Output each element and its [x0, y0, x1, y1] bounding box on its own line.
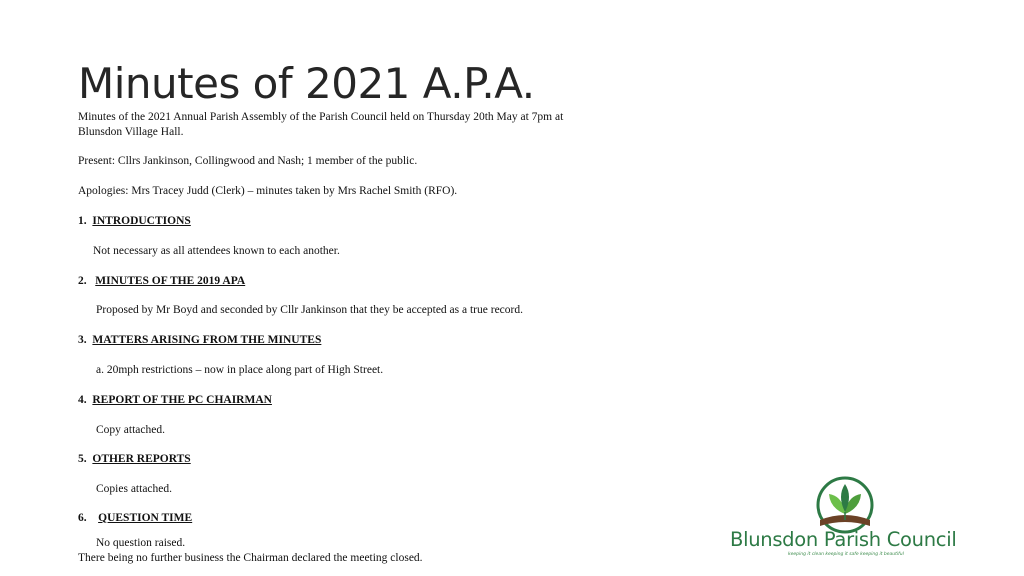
item-heading: MINUTES OF THE 2019 APA — [95, 275, 246, 287]
closing-line: There being no further business the Chairman declared the meeting closed. — [78, 552, 423, 564]
item-text-5: Copies attached. — [96, 483, 173, 495]
item-heading: INTRODUCTIONS — [92, 215, 191, 227]
item-heading: MATTERS ARISING FROM THE MINUTES — [92, 334, 322, 346]
item-heading-5 — [78, 452, 191, 467]
item-heading-4 — [78, 393, 272, 408]
present-line: Present: Cllrs Jankinson, Collingwood and Nash; 1 member of the public. — [78, 155, 418, 167]
item-heading-1 — [78, 214, 191, 229]
leaf-emblem-icon — [724, 474, 968, 534]
item-number: 1. — [78, 215, 87, 227]
item-heading-3 — [78, 333, 321, 348]
apologies-line: Apologies: Mrs Tracey Judd (Clerk) – minutes taken by Mrs Rachel Smith (RFO). — [78, 185, 458, 197]
item-heading: QUESTION TIME — [98, 512, 193, 524]
item-number: 3. — [78, 334, 87, 346]
item-text-3: a. 20mph restrictions – now in place along part of High Street. — [96, 364, 384, 376]
item-text-4: Copy attached. — [96, 424, 165, 436]
page-title: Minutes of 2021 A.P.A. — [78, 59, 535, 108]
intro-paragraph: Minutes of the 2021 Annual Parish Assembly of the Parish Council held on Thursday 20th May at 7pm at Blunsdon Village Hall. — [78, 111, 564, 138]
item-number: 2. — [78, 275, 87, 287]
item-heading: OTHER REPORTS — [92, 453, 191, 465]
item-text-2: Proposed by Mr Boyd and seconded by Cllr Jankinson that they be accepted as a true record. — [96, 304, 523, 316]
item-heading-2 — [78, 274, 245, 289]
item-number: 4. — [78, 394, 87, 406]
logo-tagline: keeping it clean keeping it safe keeping it beautiful — [788, 552, 904, 557]
council-logo — [724, 474, 968, 570]
item-heading: REPORT OF THE PC CHAIRMAN — [92, 394, 272, 406]
item-text-6: No question raised. — [96, 537, 186, 549]
item-number: 5. — [78, 453, 87, 465]
item-heading-6 — [78, 511, 192, 526]
item-text-1: Not necessary as all attendees known to each another. — [93, 245, 340, 257]
item-number: 6. — [78, 512, 87, 524]
logo-name: Blunsdon Parish Council — [730, 528, 957, 551]
